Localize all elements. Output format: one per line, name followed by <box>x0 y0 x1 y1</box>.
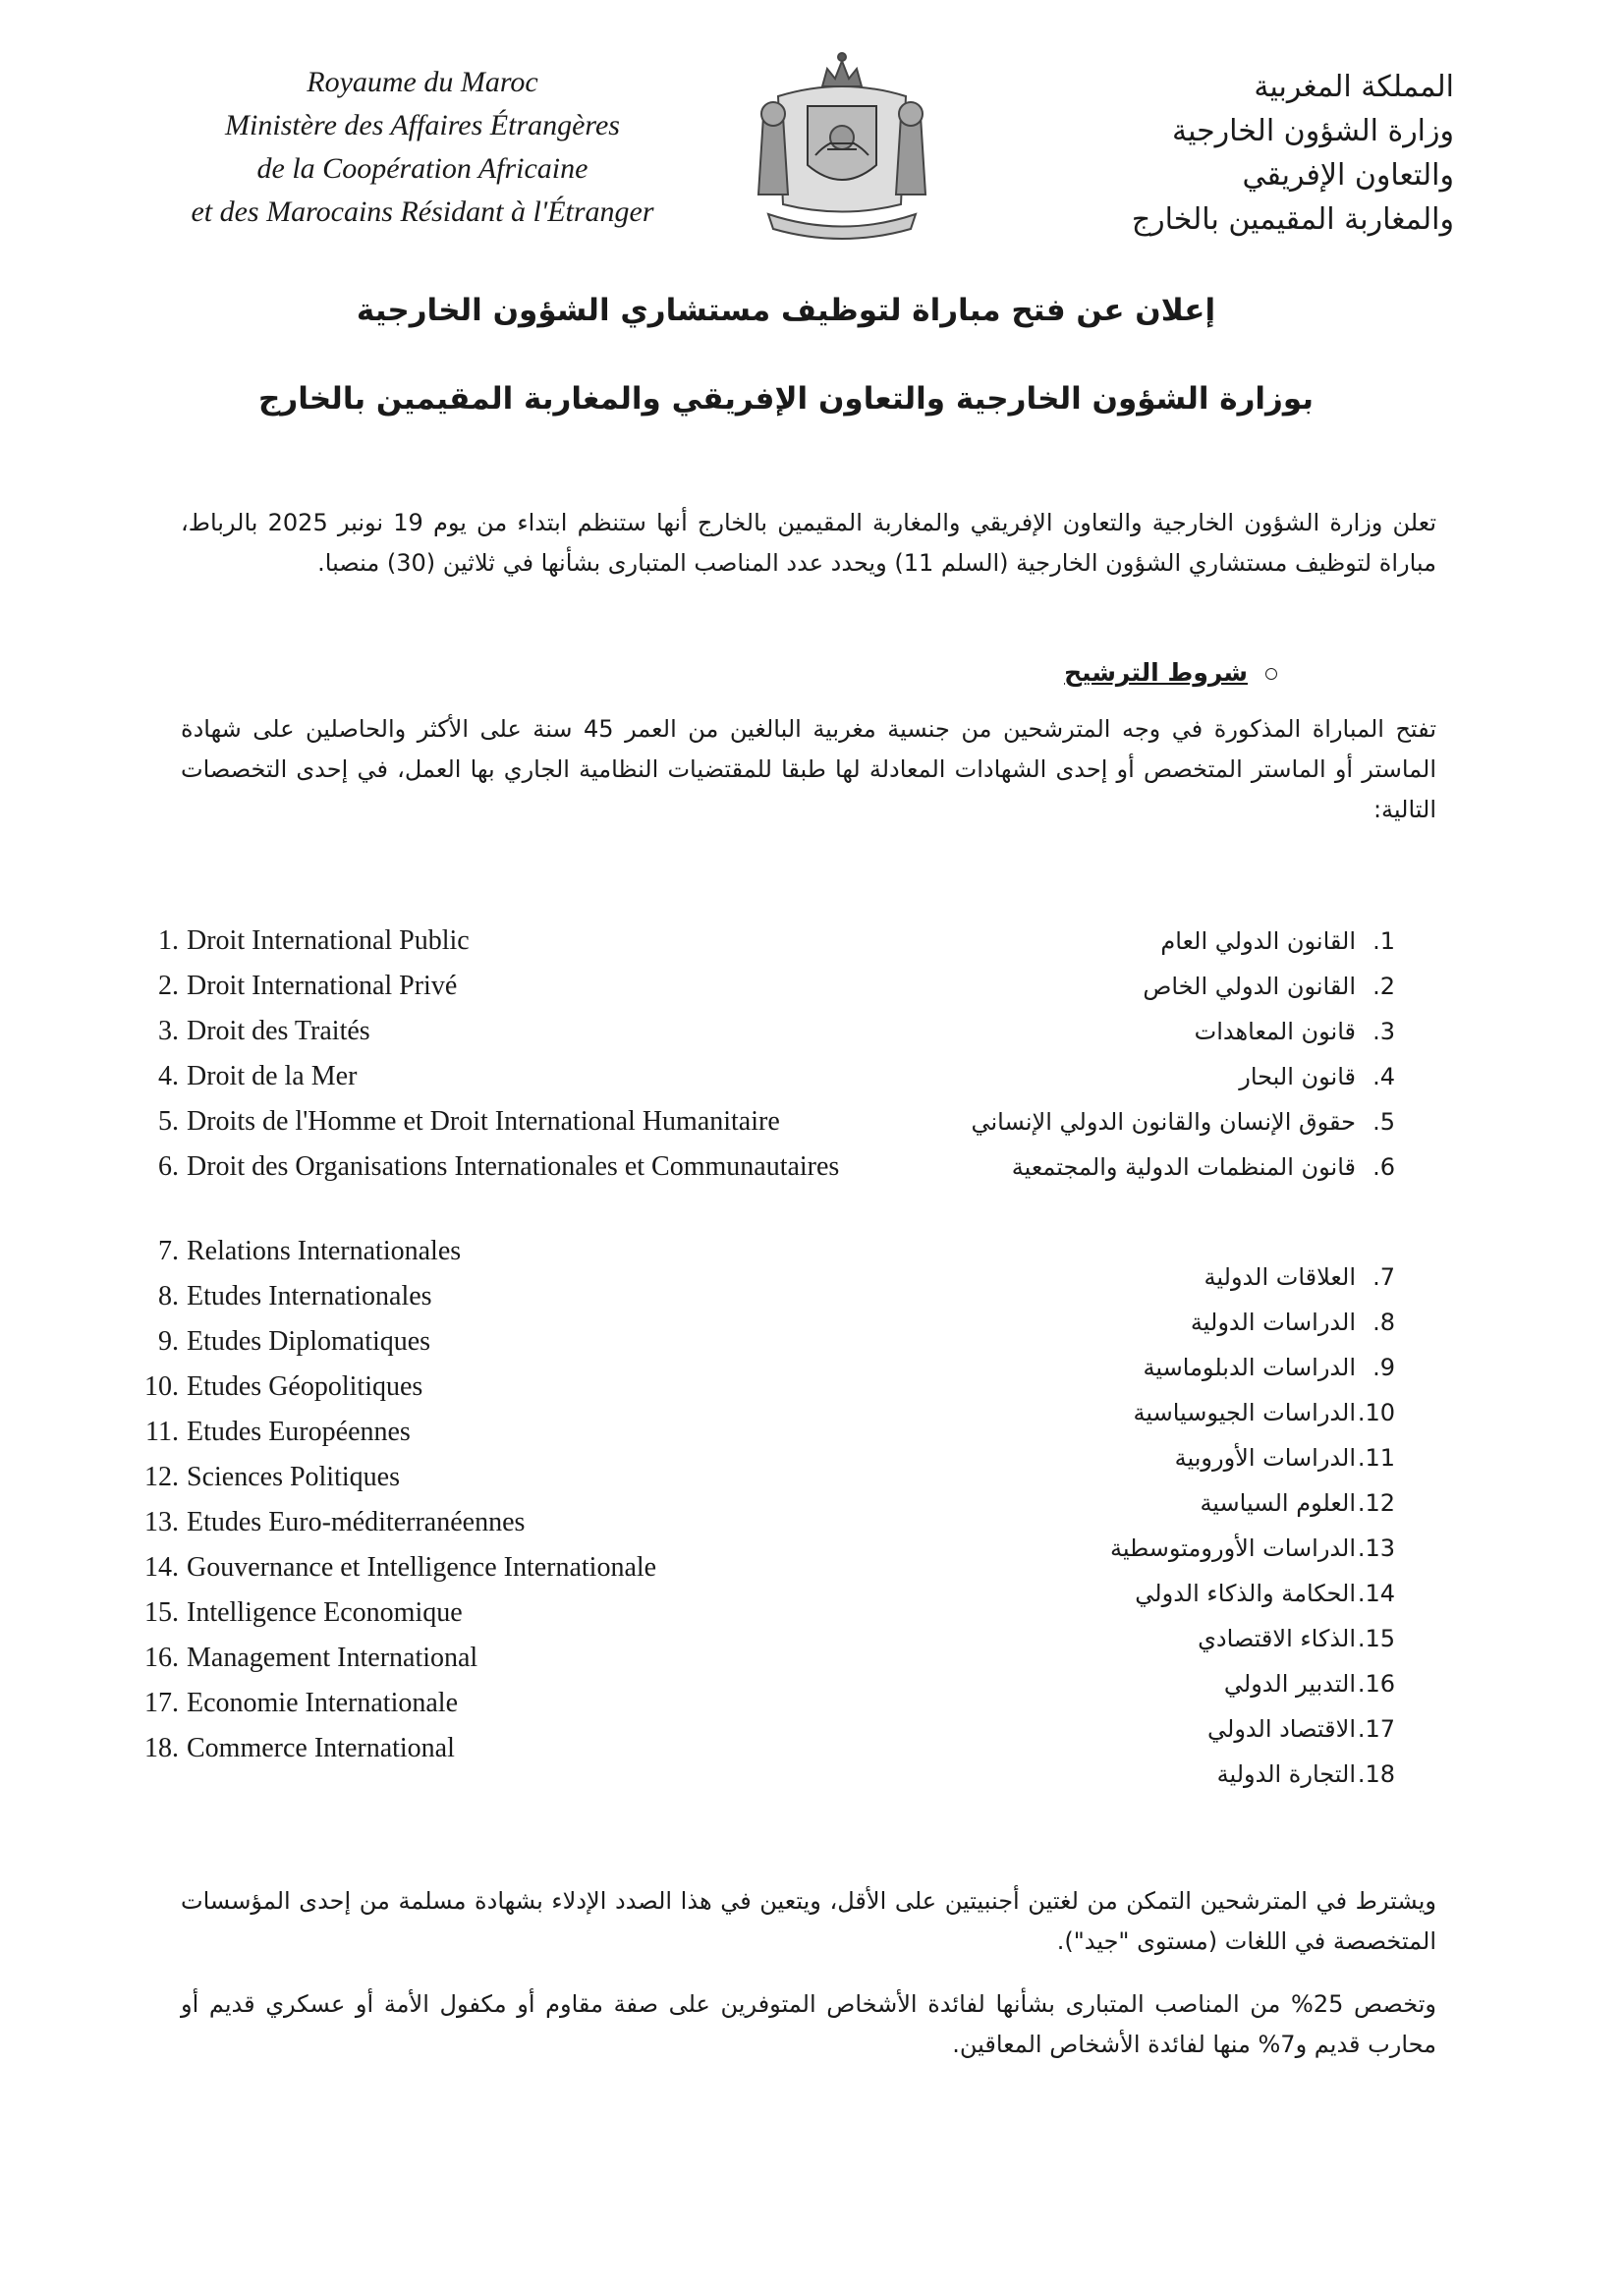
specialty-item-fr <box>128 1413 894 1458</box>
specialty-label: الدراسات الأورومتوسطية <box>1109 1534 1356 1562</box>
specialty-item-fr <box>128 1639 894 1684</box>
specialty-item-fr <box>128 1593 894 1639</box>
specialty-number: 18. <box>1357 1760 1395 1788</box>
specialty-item-fr <box>128 967 894 1012</box>
specialty-number: 9. <box>158 1326 179 1357</box>
specialty-item-ar <box>943 1529 1395 1574</box>
specialty-number: 3. <box>1372 1018 1395 1045</box>
specialty-item-fr <box>128 1367 894 1413</box>
specialty-number: 6. <box>1372 1153 1395 1181</box>
specialty-item-ar <box>943 1348 1395 1393</box>
specialty-item-ar <box>943 1755 1395 1800</box>
specialty-number: 7. <box>1372 1263 1395 1291</box>
specialty-number: 1. <box>158 925 179 956</box>
specialty-label: القانون الدولي العام <box>1160 927 1356 955</box>
specialty-label: Etudes Internationales <box>187 1281 432 1311</box>
specialty-item-fr <box>128 921 894 967</box>
header-fr-line: de la Coopération Africaine <box>256 152 588 185</box>
specialty-label: الاقتصاد الدولي <box>1207 1715 1356 1743</box>
specialty-label: الدراسات الدبلوماسية <box>1143 1354 1356 1381</box>
specialty-label: قانون المنظمات الدولية والمجتمعية <box>1011 1153 1356 1181</box>
specialty-item-fr <box>128 1729 894 1774</box>
specialty-number: 14. <box>1357 1580 1395 1607</box>
specialty-label: التدبير الدولي <box>1223 1670 1356 1698</box>
specialty-label: Droit des Traités <box>187 1016 370 1046</box>
specialty-item-ar <box>943 1709 1395 1755</box>
specialty-item-ar <box>943 1438 1395 1483</box>
specialty-label: Droit des Organisations Internationales et Communautaires <box>187 1151 840 1182</box>
specialty-number: 11. <box>1357 1444 1395 1472</box>
specialty-item-fr <box>128 1458 894 1503</box>
specialty-label: Etudes Européennes <box>187 1417 411 1447</box>
specialty-number: 6. <box>158 1151 179 1182</box>
specialty-label: التجارة الدولية <box>1216 1760 1356 1788</box>
header-arabic <box>1061 65 1454 242</box>
header-ar-line: والتعاون الإفريقي <box>1242 158 1454 193</box>
specialty-label: Gouvernance et Intelligence Internationale <box>187 1552 657 1583</box>
specialty-item-fr <box>128 1548 894 1593</box>
specialties-list-ar-part1 <box>943 921 1395 1193</box>
specialty-number: 12. <box>144 1462 179 1492</box>
specialty-number: 10. <box>1357 1399 1395 1426</box>
specialty-label: Relations Internationales <box>187 1236 462 1266</box>
specialty-label: Droit International Privé <box>187 971 458 1001</box>
specialty-number: 2. <box>1372 973 1395 1000</box>
specialty-number: 5. <box>1372 1108 1395 1136</box>
header-fr-line: Ministère des Affaires Étrangères <box>225 109 620 141</box>
conditions-paragraph: تفتح المباراة المذكورة في وجه المترشحين من جنسية مغربية البالغين من العمر 45 سنة على الأكثر والحاصلين على شهادة الماستر أو الماستر المتخصص أو إحدى الشهادات المعادلة لها طبقا للمقتضيات النظامية الجاري بها العمل، في إحدى التخصصات التالية: <box>181 715 1436 823</box>
specialty-item-fr <box>128 1012 894 1057</box>
specialty-label: الدراسات الدولية <box>1190 1309 1356 1336</box>
specialty-item-fr <box>128 1102 894 1147</box>
specialty-number: 3. <box>158 1016 179 1046</box>
specialty-number: 14. <box>144 1552 179 1583</box>
specialty-label: Droit International Public <box>187 925 470 956</box>
header-ar-line: المملكة المغربية <box>1254 70 1454 104</box>
specialty-number: 15. <box>1357 1625 1395 1652</box>
specialty-label: Management International <box>187 1643 478 1673</box>
specialty-item-ar <box>943 1102 1395 1147</box>
specialty-item-fr <box>128 1684 894 1729</box>
specialty-label: Sciences Politiques <box>187 1462 400 1492</box>
specialty-number: 13. <box>1357 1534 1395 1562</box>
specialty-number: 8. <box>158 1281 179 1311</box>
specialty-number: 1. <box>1372 927 1395 955</box>
conditions-heading <box>982 658 1277 687</box>
specialty-label: Commerce International <box>187 1733 455 1763</box>
specialty-number: 12. <box>1357 1489 1395 1517</box>
specialty-label: الذكاء الاقتصادي <box>1198 1625 1356 1652</box>
ministry-title: بوزارة الشؤون الخارجية والتعاون الإفريقي والمغاربة المقيمين بالخارج <box>258 381 1314 417</box>
specialty-number: 10. <box>144 1371 179 1402</box>
specialty-item-fr <box>128 1057 894 1102</box>
specialty-label: قانون البحار <box>1239 1063 1356 1090</box>
specialty-label: Etudes Diplomatiques <box>187 1326 431 1357</box>
specialty-label: الحكامة والذكاء الدولي <box>1135 1580 1356 1607</box>
specialty-item-ar <box>943 1619 1395 1664</box>
specialties-list-ar-part2 <box>943 1257 1395 1800</box>
intro-paragraph: تعلن وزارة الشؤون الخارجية والتعاون الإفريقي والمغاربة المقيمين بالخارج أنها ستنظم ابتداء من يوم 19 نونبر 2025 بالرباط، مباراة لتوظيف مستشاري الشؤون الخارجية (السلم 11) ويحدد عدد المناصب المتبارى بشأنها في ثلاثين (30) منصبا. <box>181 509 1437 577</box>
header-french <box>147 61 698 234</box>
specialty-item-ar <box>943 1483 1395 1529</box>
announcement-title: إعلان عن فتح مباراة لتوظيف مستشاري الشؤون الخارجية <box>356 293 1216 328</box>
specialty-number: 2. <box>158 971 179 1001</box>
specialty-item-ar <box>943 1057 1395 1102</box>
specialty-item-ar <box>943 1303 1395 1348</box>
specialty-label: حقوق الإنسان والقانون الدولي الإنساني <box>971 1108 1356 1136</box>
specialty-item-ar <box>943 1574 1395 1619</box>
specialty-item-fr <box>128 1277 894 1322</box>
specialty-label: Etudes Géopolitiques <box>187 1371 423 1402</box>
specialty-number: 16. <box>144 1643 179 1673</box>
specialty-label: العلاقات الدولية <box>1204 1263 1356 1291</box>
coat-of-arms-icon <box>739 47 945 244</box>
specialty-number: 13. <box>144 1507 179 1537</box>
specialty-item-ar <box>943 1664 1395 1709</box>
header-ar-line: وزارة الشؤون الخارجية <box>1172 114 1454 148</box>
specialty-number: 8. <box>1372 1309 1395 1336</box>
specialty-number: 17. <box>144 1688 179 1718</box>
specialty-number: 5. <box>158 1106 179 1137</box>
specialty-number: 7. <box>158 1236 179 1266</box>
specialty-label: Economie Internationale <box>187 1688 458 1718</box>
specialty-label: الدراسات الجيوسياسية <box>1133 1399 1356 1426</box>
specialty-item-ar <box>943 1012 1395 1057</box>
specialties-list-fr <box>128 921 894 1774</box>
header-ar-line: والمغاربة المقيمين بالخارج <box>1131 202 1454 237</box>
specialty-label: العلوم السياسية <box>1200 1489 1356 1517</box>
header-fr-line: et des Marocains Résidant à l'Étranger <box>191 195 654 228</box>
conditions-heading-text: شروط الترشيح <box>1064 658 1248 687</box>
specialty-item-ar <box>943 1147 1395 1193</box>
specialty-number: 17. <box>1357 1715 1395 1743</box>
specialty-item-fr <box>128 1503 894 1548</box>
specialty-number: 16. <box>1357 1670 1395 1698</box>
languages-paragraph: ويشترط في المترشحين التمكن من لغتين أجنبيتين على الأقل، ويتعين في هذا الصدد الإدلاء بشهادة مسلمة من إحدى المؤسسات المتخصصة في اللغات (مستوى "جيد"). <box>181 1887 1436 1955</box>
specialty-label: Etudes Euro-méditerranéennes <box>187 1507 526 1537</box>
specialty-label: الدراسات الأوروبية <box>1174 1444 1356 1472</box>
specialty-label: Droit de la Mer <box>187 1061 358 1091</box>
specialty-label: Intelligence Economique <box>187 1597 463 1628</box>
specialty-item-ar <box>943 967 1395 1012</box>
specialty-item-ar <box>943 1257 1395 1303</box>
specialty-item-fr <box>128 1147 894 1232</box>
specialty-number: 4. <box>1372 1063 1395 1090</box>
specialty-number: 15. <box>144 1597 179 1628</box>
specialty-number: 11. <box>145 1417 179 1447</box>
specialty-number: 18. <box>144 1733 179 1763</box>
specialty-label: قانون المعاهدات <box>1194 1018 1356 1045</box>
header-fr-line: Royaume du Maroc <box>307 66 538 98</box>
specialty-number: 4. <box>158 1061 179 1091</box>
specialty-item-ar <box>943 921 1395 967</box>
specialty-item-ar <box>943 1393 1395 1438</box>
specialty-item-fr <box>128 1322 894 1367</box>
specialty-label: القانون الدولي الخاص <box>1143 973 1356 1000</box>
quota-paragraph: وتخصص 25% من المناصب المتبارى بشأنها لفائدة الأشخاص المتوفرين على صفة مقاوم أو مكفول الأمة أو عسكري قديم أو محارب قديم و7% منها لفائدة الأشخاص المعاقين. <box>181 1990 1437 2058</box>
specialty-item-fr <box>128 1232 894 1277</box>
specialty-label: Droits de l'Homme et Droit International Humanitaire <box>187 1106 780 1137</box>
specialty-number: 9. <box>1372 1354 1395 1381</box>
bullet-icon <box>1265 668 1277 680</box>
